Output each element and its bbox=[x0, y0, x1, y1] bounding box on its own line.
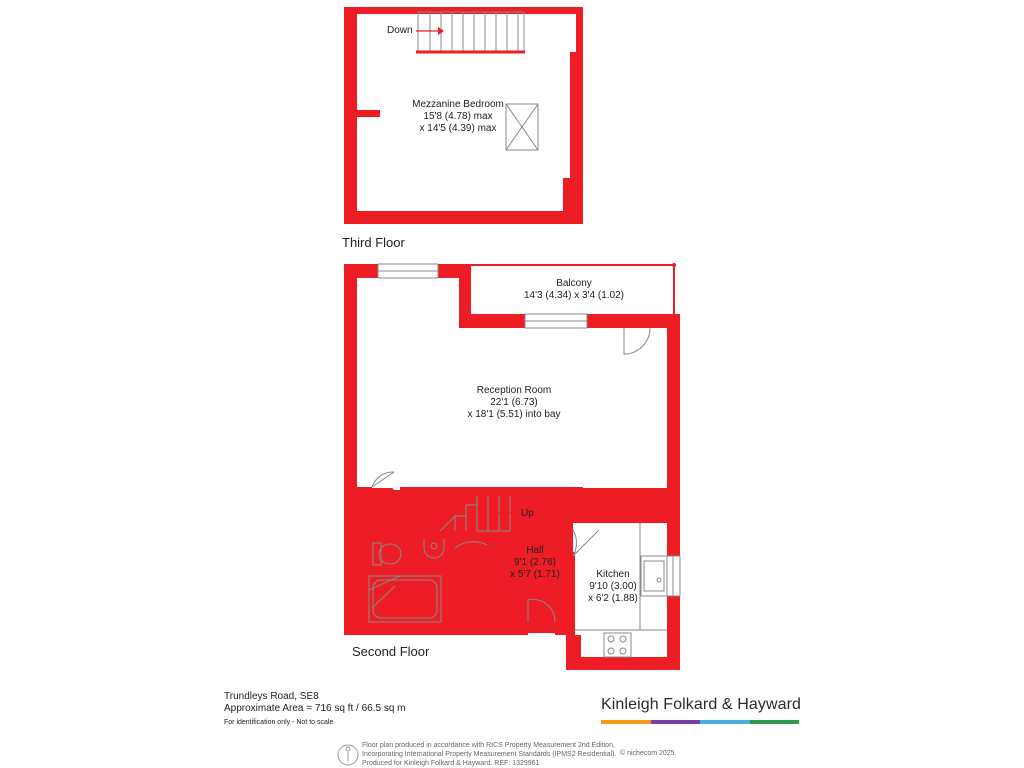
hall-dim1: 9'1 (2.76) bbox=[514, 557, 556, 568]
footer-line2: Incorporating International Property Measurement Standards (IPMS2 Residential). bbox=[362, 751, 617, 758]
wall-right bbox=[667, 314, 680, 670]
reception-dim1: 22'1 (6.73) bbox=[490, 397, 538, 408]
hall-label bbox=[500, 545, 570, 581]
wall-kitchen-bottom bbox=[566, 657, 680, 670]
wall-hall-divider-right bbox=[573, 487, 583, 517]
reception-room-label bbox=[454, 385, 574, 421]
footer-copyright: © nichecom 2025. bbox=[620, 750, 677, 757]
wall-bath-top bbox=[357, 531, 490, 539]
address: Trundleys Road, SE8 bbox=[224, 691, 319, 702]
room-name: Mezzanine Bedroom bbox=[412, 99, 504, 110]
wall-hall-divider bbox=[400, 487, 583, 496]
second-floor-plan bbox=[344, 263, 680, 670]
kitchen-dim2: x 6'2 (1.88) bbox=[588, 593, 638, 604]
reception-name: Reception Room bbox=[476, 385, 552, 396]
brand-logo bbox=[601, 696, 801, 724]
kitchen-name: Kitchen bbox=[596, 569, 630, 580]
brand-bar-purple bbox=[651, 720, 701, 724]
balcony-post bbox=[672, 263, 676, 267]
third-floor-staircase bbox=[418, 12, 524, 52]
wall-hall-divider-left bbox=[357, 487, 372, 496]
hall-name: Hall bbox=[526, 545, 544, 556]
wall-bottom-left bbox=[344, 622, 528, 635]
wall-bottom-right bbox=[555, 622, 575, 635]
brand-color-bar bbox=[601, 720, 799, 724]
second-floor-title: Second Floor bbox=[352, 644, 430, 659]
wall-left bbox=[344, 264, 357, 635]
footer-line3: Produced for Kinleigh Folkard & Hayward. REF: 1329961 bbox=[362, 760, 540, 767]
balcony-name: Balcony bbox=[556, 278, 592, 289]
balcony-dim1: 14'3 (4.34) x 3'4 (1.02) bbox=[524, 290, 624, 301]
mezzanine-bedroom-label bbox=[398, 99, 518, 135]
brand-bar-orange bbox=[601, 720, 651, 724]
brand-bar-green bbox=[750, 720, 800, 724]
balcony-label bbox=[504, 278, 644, 302]
third-floor-title: Third Floor bbox=[342, 235, 405, 250]
nichecom-logo-icon bbox=[338, 745, 358, 765]
up-label: Up bbox=[521, 508, 534, 519]
brand-name: Kinleigh Folkard & Hayward bbox=[601, 696, 802, 713]
footer-text bbox=[362, 741, 616, 768]
footer-line1: Floor plan produced in accordance with RICS Property Measurement 2nd Edition, bbox=[362, 742, 615, 749]
wall-bath-left bbox=[357, 539, 369, 622]
approximate-area: Approximate Area = 716 sq ft / 66.5 sq m bbox=[224, 703, 406, 714]
wall-bath-right bbox=[487, 539, 495, 635]
property-info bbox=[224, 691, 406, 729]
kitchen-dim1: 9'10 (3.00) bbox=[589, 581, 637, 592]
down-label: Down bbox=[387, 25, 413, 36]
brand-bar-blue bbox=[700, 720, 750, 724]
kitchen-label bbox=[582, 569, 644, 605]
wall-kitchen-top bbox=[573, 516, 667, 523]
disclaimer: For identification only - Not to scale bbox=[224, 719, 334, 726]
room-dim1: 15'8 (4.78) max bbox=[423, 111, 493, 122]
reception-dim2: x 18'1 (5.51) into bay bbox=[467, 409, 561, 420]
third-floor-wall-stub bbox=[357, 110, 380, 117]
room-dim2: x 14'5 (4.39) max bbox=[419, 123, 497, 134]
hall-dim2: x 5'7 (1.71) bbox=[510, 569, 560, 580]
